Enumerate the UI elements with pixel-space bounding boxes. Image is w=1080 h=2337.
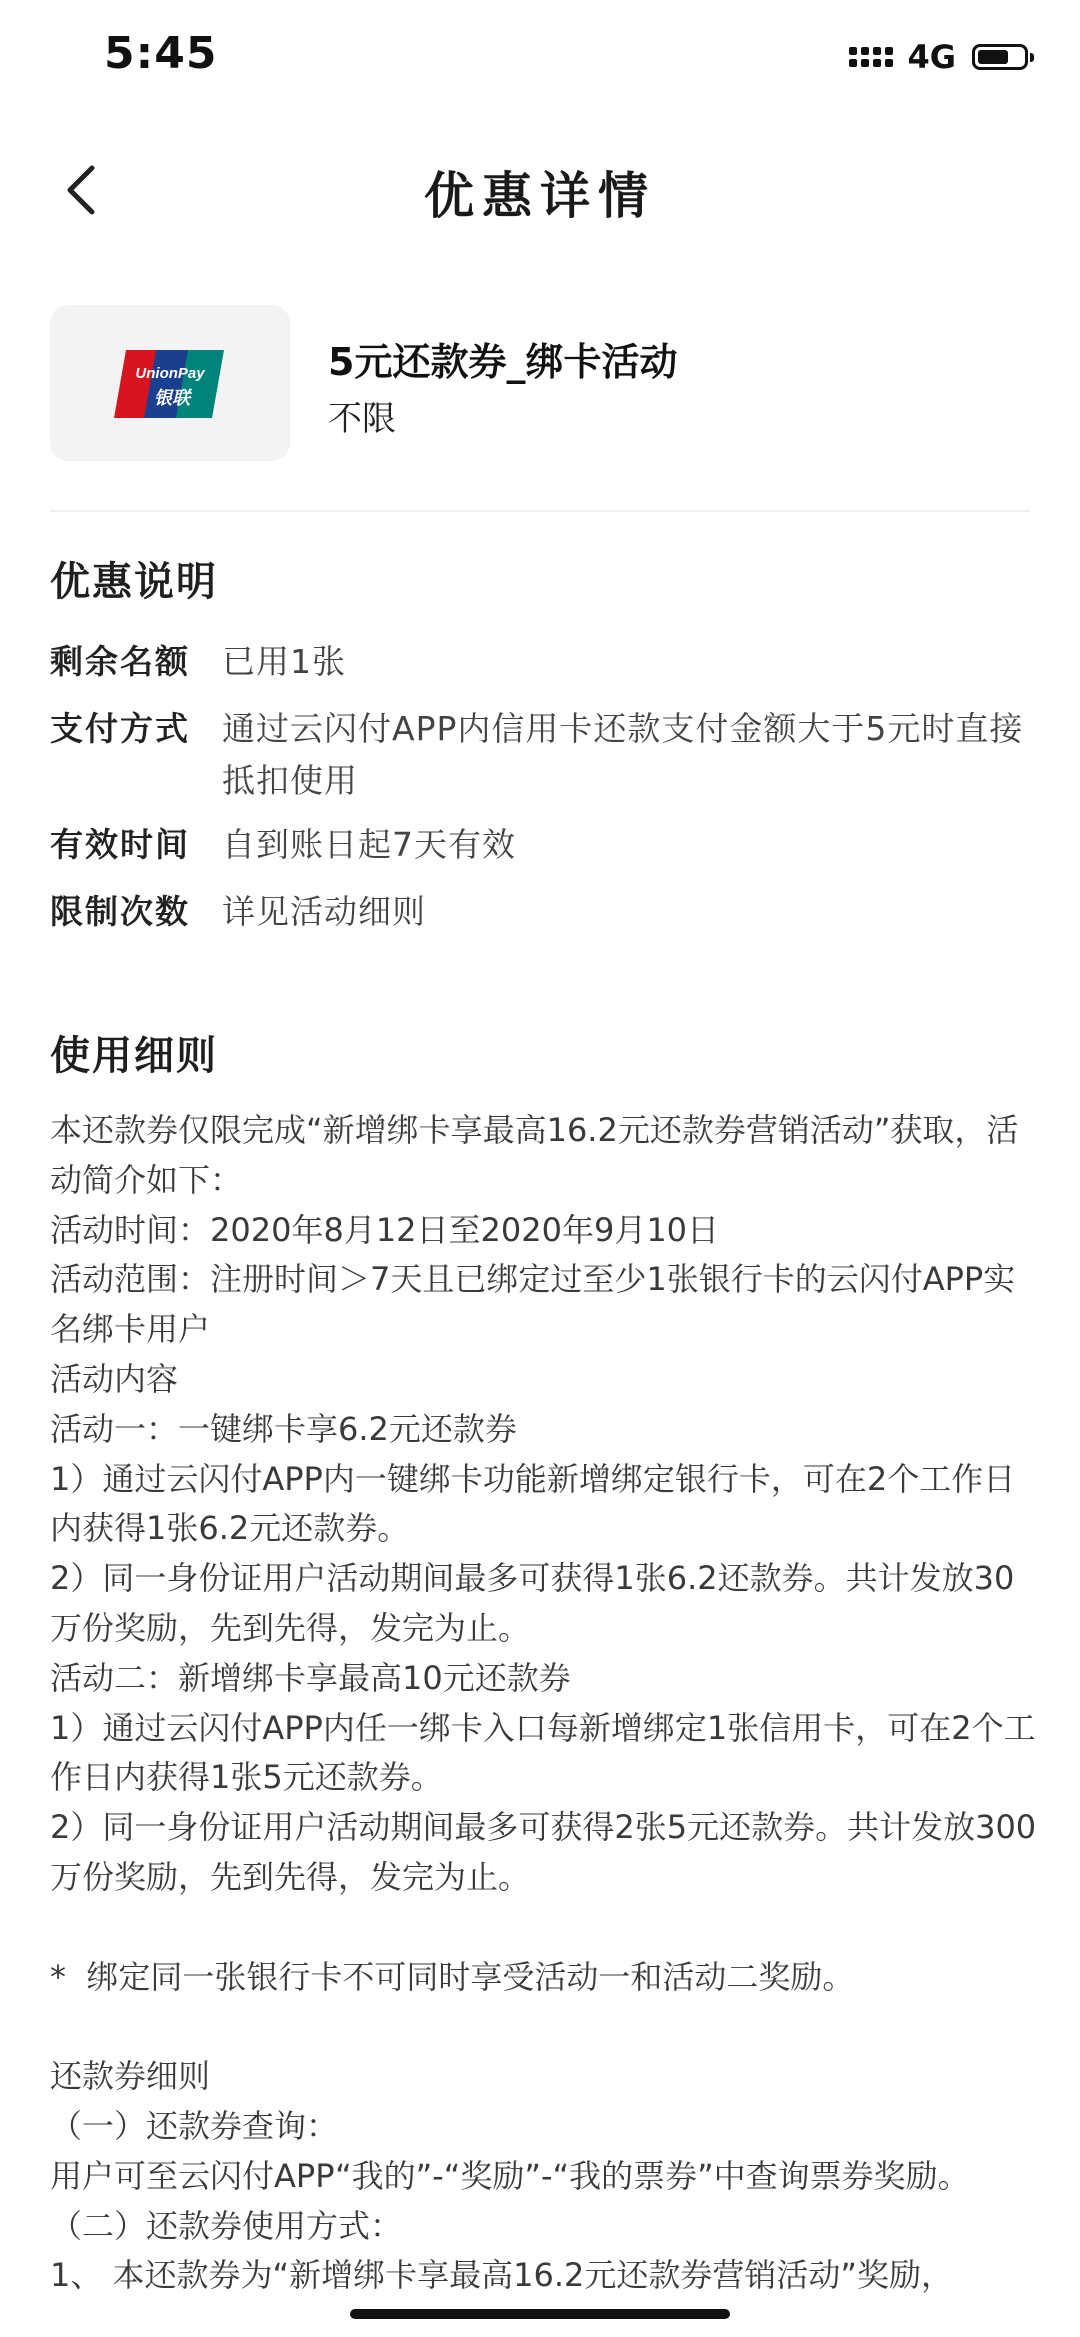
unionpay-logo-icon <box>112 348 228 420</box>
info-row-limit <box>50 886 1040 938</box>
unionpay-logo-cn: 银联 <box>154 388 190 409</box>
nav-bar <box>0 120 1080 260</box>
status-bar <box>0 0 1080 120</box>
rules-line: 活动内容 <box>50 1359 179 1398</box>
rules-line: 活动范围：注册时间＞7天且已绑定过至少1张银行卡的云闪付APP实名绑卡用户 <box>50 1260 1016 1349</box>
divider <box>50 510 1030 512</box>
status-icons <box>849 38 1028 76</box>
rules-line: 活动一：一键绑卡享6.2元还款券 <box>50 1409 517 1448</box>
info-value: 详见活动细则 <box>222 892 426 931</box>
unionpay-logo-text: UnionPay <box>135 365 205 382</box>
rules-blank-line <box>50 2002 1040 2052</box>
page-title: 优惠详情 <box>424 167 656 225</box>
rules-line: （二）还款券使用方式： <box>50 2206 403 2245</box>
rules-line: 1）通过云闪付APP内一键绑卡功能新增绑定银行卡，可在2个工作日内获得1张6.2元还款券。 <box>50 1459 1016 1548</box>
coupon-logo-box <box>50 305 290 461</box>
rules-section-title: 使用细则 <box>50 1033 218 1079</box>
info-label: 支付方式 <box>50 709 190 748</box>
rules-line: 还款券细则 <box>50 2057 211 2096</box>
info-row-payment <box>50 703 1040 807</box>
rules-line: 2）同一身份证用户活动期间最多可获得2张5元还款券。共计发放300万份奖励，先到先得，发完为止。 <box>50 1808 1037 1896</box>
info-label: 剩余名额 <box>50 642 190 681</box>
coupon-title: 5元还款券_绑卡活动 <box>328 340 678 384</box>
network-type: 4G <box>907 38 956 76</box>
info-value: 已用1张 <box>222 642 346 681</box>
rules-line: 活动二：新增绑卡享最高10元还款券 <box>50 1658 571 1697</box>
rules-line: 1、 本还款券为“新增绑卡享最高16.2元还款券营销活动”奖励， <box>50 2256 953 2295</box>
battery-icon <box>972 44 1028 70</box>
info-label: 有效时间 <box>50 825 190 864</box>
rules-line: 用户可至云闪付APP“我的”-“奖励”-“我的票券”中查询票券奖励。 <box>50 2156 970 2195</box>
info-label: 限制次数 <box>50 892 190 931</box>
info-value: 通过云闪付APP内信用卡还款支付金额大于5元时直接抵扣使用 <box>222 709 1024 800</box>
rules-line: 1）通过云闪付APP内任一绑卡入口每新增绑定1张信用卡，可在2个工作日内获得1张5元还款券。 <box>50 1708 1036 1797</box>
info-row-quota <box>50 636 1040 688</box>
coupon-scope: 不限 <box>328 399 396 439</box>
coupon-header <box>50 305 1030 465</box>
home-indicator[interactable] <box>350 2309 730 2319</box>
rules-line: 本还款券仅限完成“新增绑卡享最高16.2元还款券营销活动”获取，活动简介如下： <box>50 1111 1019 1199</box>
rules-line: 活动时间：2020年8月12日至2020年9月10日 <box>50 1210 720 1249</box>
rules-line: * 绑定同一张银行卡不可同时享受活动一和活动二奖励。 <box>50 1957 855 1996</box>
info-row-validity <box>50 819 1040 871</box>
status-time: 5:45 <box>104 28 218 79</box>
rules-line: 2）同一身份证用户活动期间最多可获得1张6.2还款券。共计发放30万份奖励，先到先得，发完为止。 <box>50 1559 1015 1647</box>
info-value: 自到账日起7天有效 <box>222 825 516 864</box>
signal-icon <box>849 47 893 67</box>
offer-section-title: 优惠说明 <box>50 559 218 605</box>
rules-blank-line <box>50 1903 1040 1953</box>
rules-text <box>50 1106 1040 2301</box>
rules-line: （一）还款券查询： <box>50 2106 339 2145</box>
